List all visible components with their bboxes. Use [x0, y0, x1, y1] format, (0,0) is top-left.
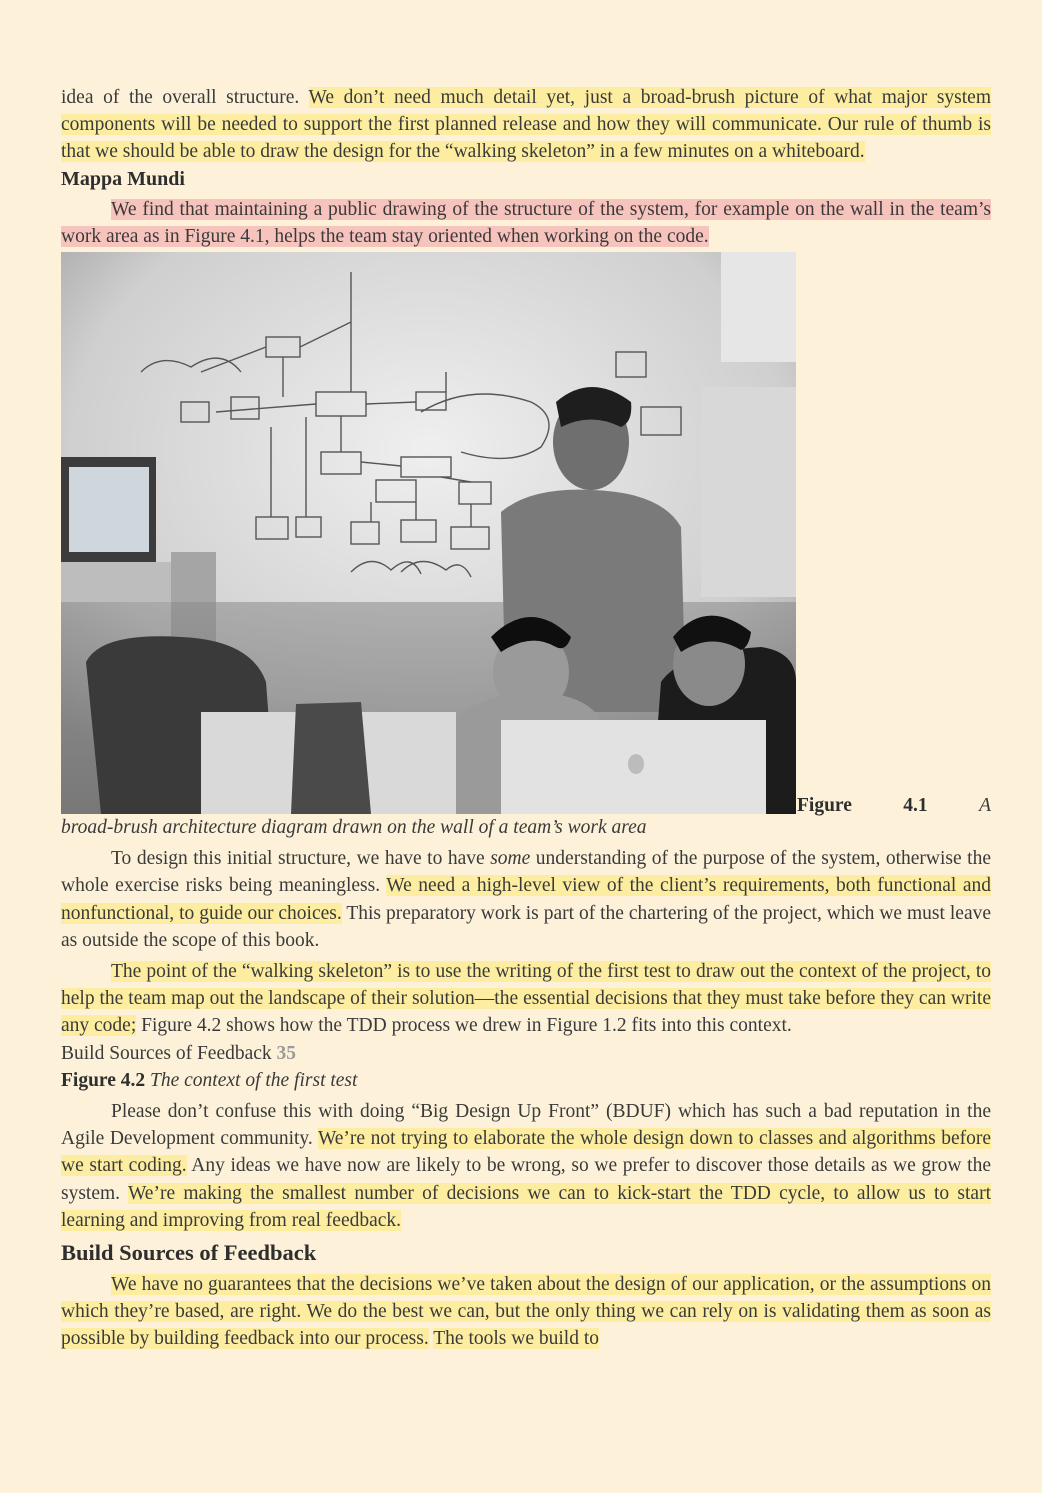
figure-4-2-caption: The context of the first test [150, 1069, 358, 1091]
highlight-yellow[interactable]: We don’t need much detail yet, just a broad-brush picture of what major system components will be needed to support the first planned release and how they will communicate. Our rule of thumb is that we should be able to draw the design for the “walking skeleton” in a few minutes on a whiteboard. [61, 87, 991, 163]
highlight-yellow[interactable]: We have no guarantees that the decisions we’ve taken about the design of our application, or the assumptions on which they’re based, are right. We do the best we can, but the only thing we can rely on is validating them as soon as possible by building feedback into our process. [61, 1274, 991, 1350]
paragraph-bduf [61, 1098, 991, 1234]
text-plain: Please don’t confuse this with doing “Big Design Up Front” (BDUF) which has such a bad reputation in the Agile Development community. [61, 1101, 991, 1150]
text-plain: To design this initial structure, we have to have [111, 848, 491, 870]
figure-caption-start: A [979, 795, 991, 817]
figure-4-1-caption: broad-brush architecture diagram drawn on the wall of a team’s work area [61, 817, 647, 839]
page-content [61, 84, 991, 1353]
highlight-yellow[interactable]: The tools we build to [433, 1328, 599, 1350]
paragraph-walking-skeleton [61, 958, 991, 1040]
running-head-text: Build Sources of Feedback [61, 1042, 277, 1064]
running-head [61, 1040, 991, 1067]
highlight-yellow[interactable]: The point of the “walking skeleton” is to use the writing of the first test to draw out the context of the project, to help the team map out the landscape of their solution—the essential decisions that they must take before they can write any code; [61, 961, 991, 1037]
text-plain: Any ideas we have now are likely to be wrong, so we prefer to discover those details as we grow the system. [61, 1155, 991, 1204]
text-emphasis: some [490, 848, 531, 870]
heading-mappa-mundi: Mappa Mundi [61, 167, 185, 190]
text-plain: understanding of the purpose of the system, otherwise the whole exercise risks being meaningless. [61, 848, 991, 897]
paragraph-guarantees [61, 1271, 991, 1353]
paragraph-initial-structure [61, 845, 991, 954]
team-whiteboard-photo [61, 252, 796, 814]
figure-4-2-number: Figure 4.2 [61, 1069, 146, 1091]
highlight-red[interactable]: We find that maintaining a public drawing of the structure of the system, for example on the wall in the team’s work area as in Figure 4.1, helps the team stay oriented when working on the code. [61, 198, 991, 247]
text-plain: This preparatory work is part of the chartering of the project, which we must leave as outside the scope of this book. [61, 902, 992, 951]
figure-number: 4.1 [903, 795, 928, 817]
heading-build-sources: Build Sources of Feedback [61, 1240, 317, 1266]
page-number: 35 [276, 1042, 297, 1064]
figure-4-1 [61, 252, 991, 817]
figure-word: Figure [797, 795, 852, 817]
highlight-yellow[interactable]: We’re not trying to elaborate the whole design down to classes and algorithms before we start coding. [61, 1128, 991, 1177]
paragraph-overall-structure [61, 84, 991, 166]
text-plain: idea of the overall structure. [61, 87, 309, 108]
paragraph-mappa-mundi [61, 196, 991, 250]
text-plain: Figure 4.2 shows how the TDD process we drew in Figure 1.2 fits into this context. [136, 1015, 792, 1037]
highlight-yellow[interactable]: We need a high-level view of the client’s requirements, both functional and nonfunctional, to guide our choices. [61, 875, 991, 924]
highlight-yellow[interactable]: We’re making the smallest number of decisions we can to kick-start the TDD cycle, to allow us to start learning and improving from real feedback. [61, 1182, 991, 1231]
figure-4-2-label [61, 1067, 991, 1094]
figure-4-1-label [797, 792, 991, 819]
